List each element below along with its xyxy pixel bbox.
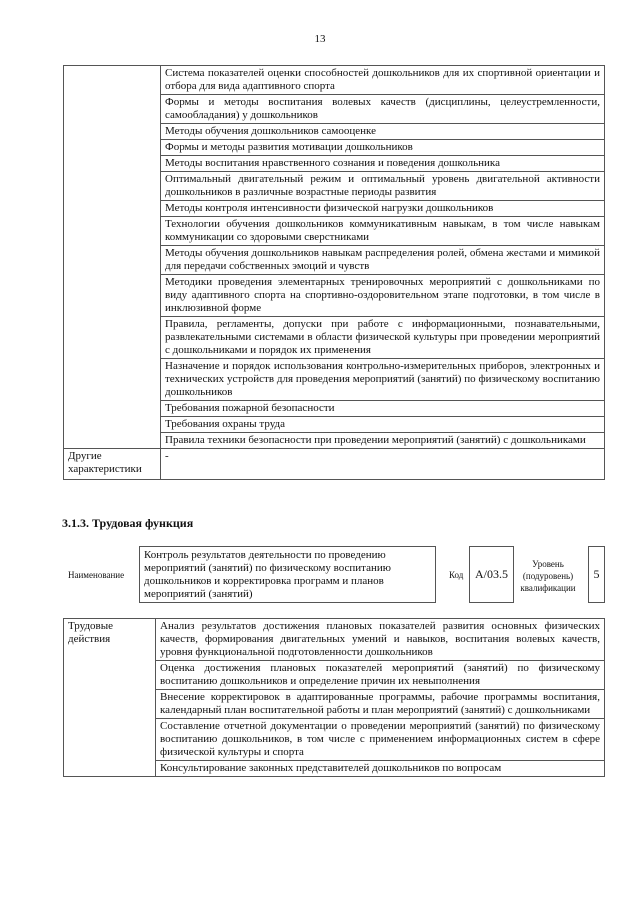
table-cell: Консультирование законных представителей дошкольников по вопросам: [156, 761, 605, 777]
table-cell: Формы и методы воспитания волевых качеств (дисциплины, целеустремленности, самообладания) у дошкольников: [161, 95, 605, 124]
level-label: Уровень (подуровень) квалификации: [520, 559, 576, 593]
table-cell: Технологии обучения дошкольников коммуникативным навыкам, в том числе навыкам коммуникации со здоровыми сверстниками: [161, 217, 605, 246]
table-cell: Требования охраны труда: [161, 417, 605, 433]
table-cell: Правила техники безопасности при проведении мероприятий (занятий) с дошкольниками: [161, 433, 605, 449]
table-row: [64, 449, 605, 480]
table-cell: Оценка достижения плановых показателей мероприятий (занятий) по физическому воспитанию дошкольников и определение причин их невыполнения: [156, 661, 605, 690]
code-label: Код: [449, 570, 464, 580]
other-characteristics-label: Другие характеристики: [64, 449, 161, 480]
table-cell: Методики проведения элементарных тренировочных мероприятий с дошкольниками по виду адаптивного спорта на спортивно-оздоровительном этапе подготовки, в том числе в инклюзивной форме: [161, 275, 605, 317]
table-cell: Требования пожарной безопасности: [161, 401, 605, 417]
table-row: [64, 66, 605, 95]
knowledge-label-cell: [64, 66, 161, 449]
section-title: 3.1.3. Трудовая функция: [62, 516, 194, 530]
table-cell: Система показателей оценки способностей дошкольников для их спортивной ориентации и отбора для вида адаптивного спорта: [161, 66, 605, 95]
table-row: [64, 619, 605, 661]
page-number: 13: [314, 33, 326, 45]
table-cell: Оптимальный двигательный режим и оптимальный уровень двигательной активности дошкольников в различные возрастные периоды развития: [161, 172, 605, 201]
labor-actions-table: [63, 618, 605, 777]
function-name: Контроль результатов деятельности по проведению мероприятий (занятий) по физическому воспитанию дошкольников и корректировка программ и планов мероприятий (занятий): [139, 546, 436, 603]
table-cell: Правила, регламенты, допуски при работе с информационными, познавательными, развлекательными системами в области физической культуры при проведении мероприятий с дошкольниками и порядок их применения: [161, 317, 605, 359]
function-level: 5: [588, 546, 605, 603]
table-cell: Методы контроля интенсивности физической нагрузки дошкольников: [161, 201, 605, 217]
table-cell: Анализ результатов достижения плановых показателей развития основных физических качеств, формирования двигательных умений и навыков, воспитания волевых качеств, уровня функциональной подготовленности дошкольников: [156, 619, 605, 661]
function-code: A/03.5: [469, 546, 514, 603]
labor-actions-label: Трудовые действия: [64, 619, 156, 777]
function-header: [63, 546, 606, 606]
table-cell: Методы воспитания нравственного сознания и поведения дошкольника: [161, 156, 605, 172]
table-cell: Формы и методы развития мотивации дошкольников: [161, 140, 605, 156]
table-cell: Внесение корректировок в адаптированные программы, рабочие программы воспитания, календарный план воспитательной работы и план мероприятий (занятий) с дошкольниками: [156, 690, 605, 719]
other-characteristics-value: -: [161, 449, 605, 480]
table-cell: Назначение и порядок использования контрольно-измерительных приборов, электронных и технических устройств для проведения мероприятий (занятий) по физическому воспитанию дошкольников: [161, 359, 605, 401]
name-label: Наименование: [68, 570, 125, 580]
knowledge-table: [63, 65, 605, 480]
table-cell: Составление отчетной документации о проведении мероприятий (занятий) по физическому воспитанию дошкольников, в том числе с применением информационных систем в сфере физической культуры и спорта: [156, 719, 605, 761]
table-cell: Методы обучения дошкольников навыкам распределения ролей, обмена жестами и мимикой для передачи собственных эмоций и чувств: [161, 246, 605, 275]
table-cell: Методы обучения дошкольников самооценке: [161, 124, 605, 140]
